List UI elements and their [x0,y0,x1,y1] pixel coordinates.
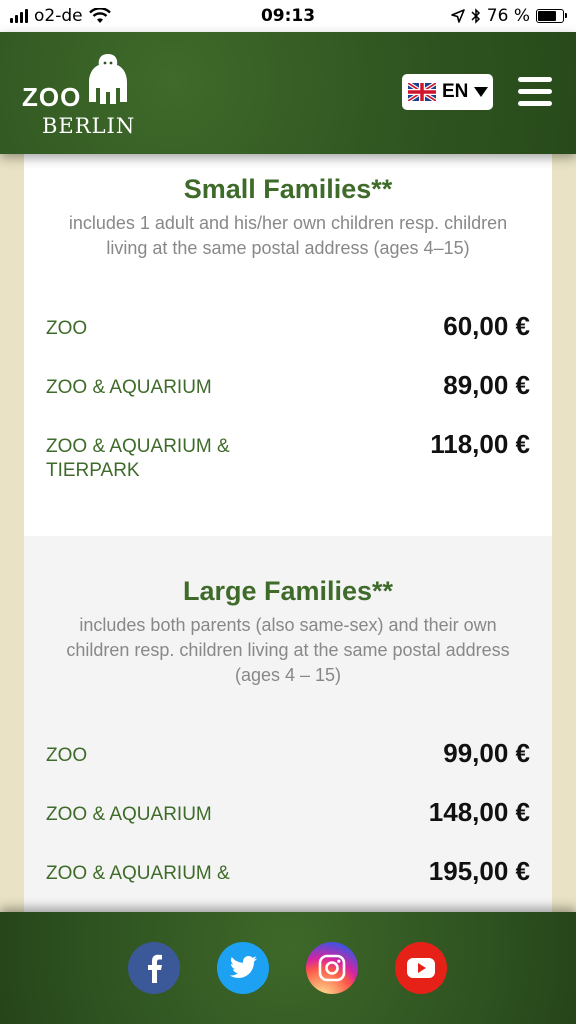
site-footer [0,912,576,1024]
gorilla-icon [84,52,132,108]
price-row [46,856,530,887]
price-row [46,797,530,828]
status-time: 09:13 [260,6,316,26]
price-row [46,311,530,342]
logo-text-zoo: ZOO [22,82,82,112]
uk-flag-icon [408,83,436,101]
ticket-label: ZOO [46,745,88,766]
zoo-berlin-logo[interactable] [22,52,142,138]
large-families-card [24,536,552,914]
section-description: includes 1 adult and his/her own children resp. children living at the same postal address (ages 4–15) [68,213,508,258]
twitter-icon[interactable] [217,942,269,994]
battery-fill [538,11,556,21]
status-right [451,6,564,26]
language-label: EN [442,81,469,102]
ticket-label: ZOO & AQUARIUM [46,804,212,825]
section-title: Large Families** [182,576,394,606]
site-header [0,32,576,154]
language-selector[interactable] [402,74,493,110]
ticket-price: 99,00 € [443,738,530,768]
chevron-down-icon [474,87,488,97]
ticket-label: ZOO & AQUARIUM [46,377,212,398]
ticket-price: 60,00 € [443,311,530,341]
price-row [46,429,530,483]
ticket-price: 195,00 € [428,856,530,886]
battery-icon [536,9,564,23]
ticket-price: 148,00 € [428,797,530,827]
section-title: Small Families** [183,174,393,204]
battery-percent: 76 % [486,6,530,26]
bluetooth-icon [471,8,481,24]
hamburger-menu-icon[interactable] [518,77,552,107]
pricing-content [24,154,552,914]
location-arrow-icon [451,9,465,23]
logo-text-berlin: BERLIN [42,114,136,138]
section-description: includes both parents (also same-sex) and their own children resp. children living at the same postal address (ages 4 – 15) [66,615,510,685]
small-families-card [24,154,552,536]
ticket-label: ZOO & AQUARIUM & [46,863,230,884]
carrier-name: o2-de [34,6,83,26]
youtube-icon[interactable] [395,942,447,994]
ticket-label: ZOO & AQUARIUM & TIERPARK [46,436,230,481]
facebook-icon[interactable] [128,942,180,994]
instagram-icon[interactable] [306,942,358,994]
price-list [46,311,530,483]
status-bar [0,0,576,32]
ticket-price: 89,00 € [443,370,530,400]
price-list [46,738,530,887]
price-row [46,738,530,769]
price-row [46,370,530,401]
ticket-price: 118,00 € [430,429,530,459]
ticket-label: ZOO [46,318,88,339]
